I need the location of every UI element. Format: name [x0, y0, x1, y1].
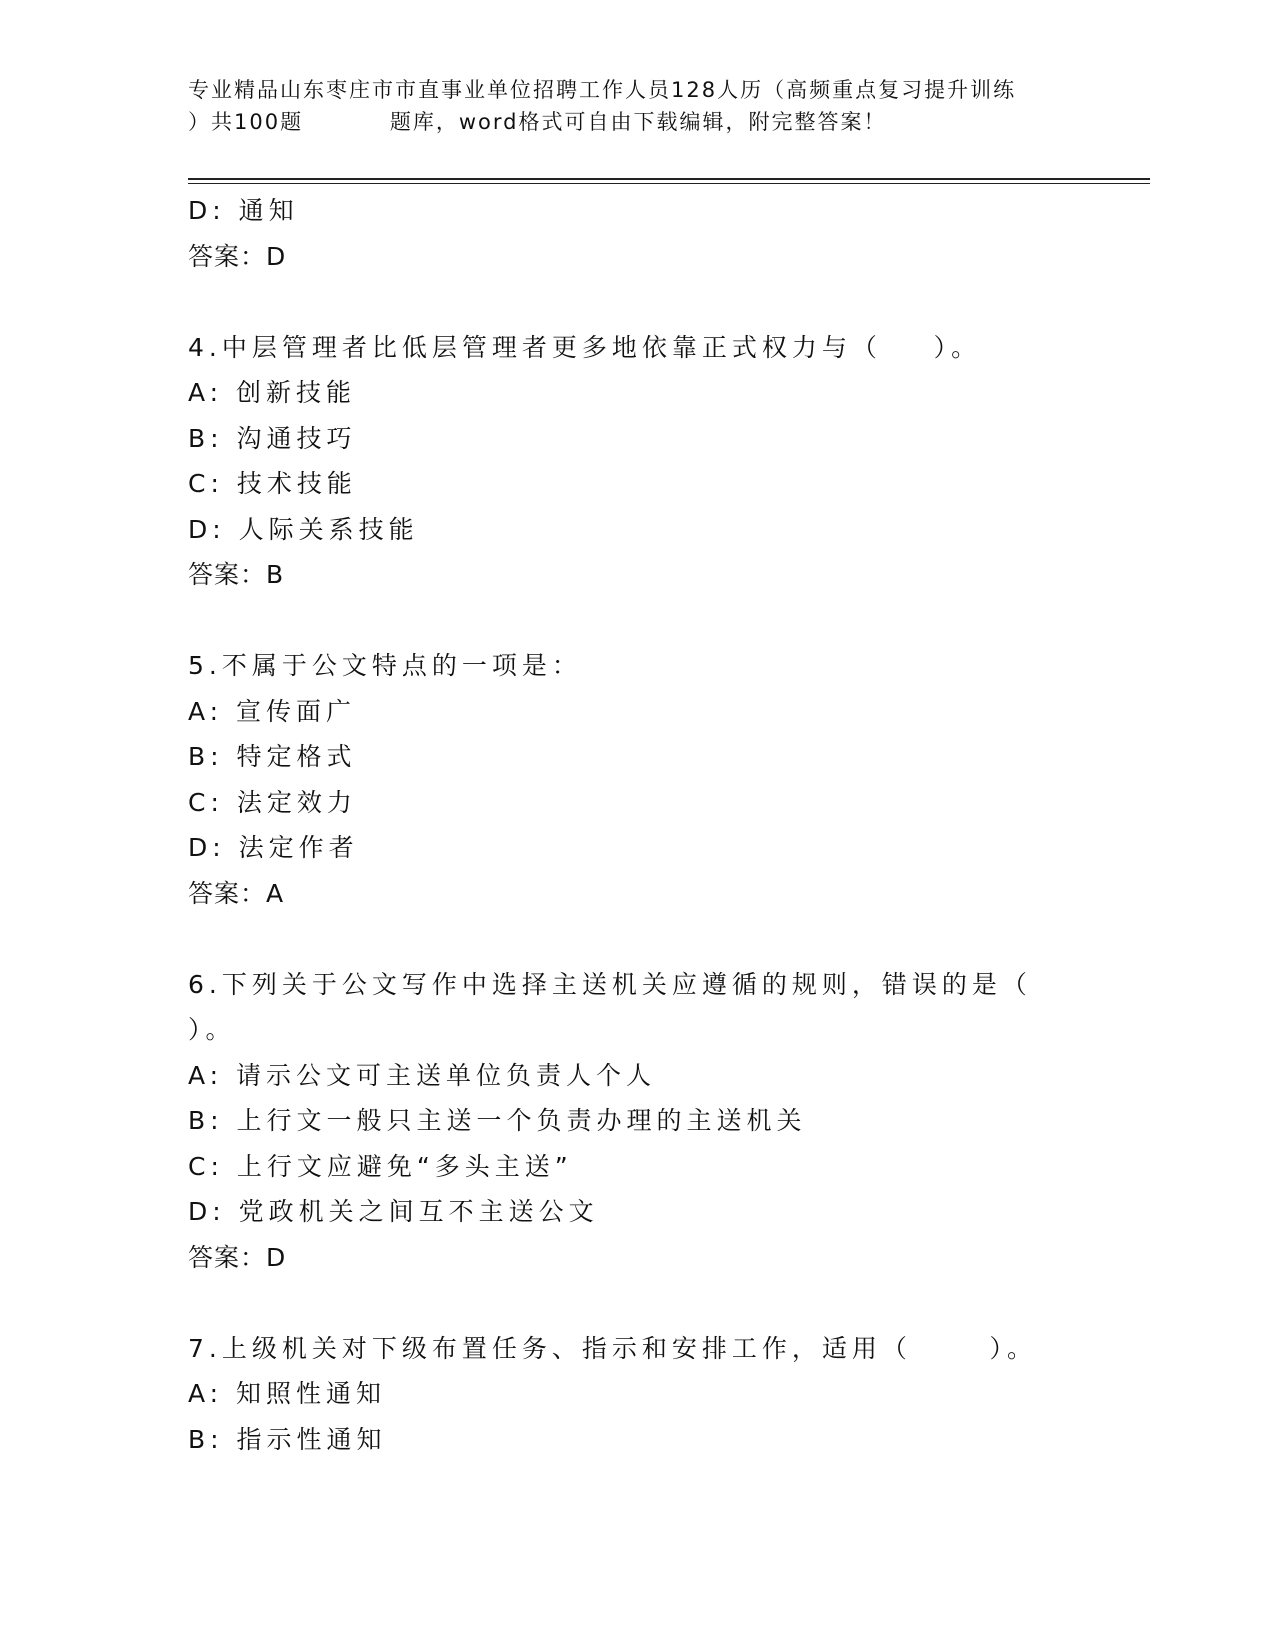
question-line: 7.上级机关对下级布置任务、指示和安排工作，适用（ ）。 — [188, 1333, 1038, 1363]
question-line: 4.中层管理者比低层管理者更多地依靠正式权力与（ ）。 — [188, 332, 982, 362]
header-line-1: 专业精品山东枣庄市市直事业单位招聘工作人员128人历（高频重点复习提升训练 — [188, 78, 1017, 102]
answer-line: 答案：D — [188, 1242, 287, 1272]
answer-line: 答案：B — [188, 560, 285, 589]
option-line: A: 知照性通知 — [188, 1379, 387, 1408]
option-line: D: 法定作者 — [188, 833, 359, 862]
option-line: B: 指示性通知 — [188, 1424, 387, 1454]
document-header — [188, 74, 1148, 138]
option-line: C: 法定效力 — [188, 787, 357, 817]
option-line: D: 人际关系技能 — [188, 514, 419, 544]
question-line: 5.不属于公文特点的一项是： — [188, 651, 582, 680]
header-line-2: ）共100题 题库，word格式可自由下载编辑，附完整答案！ — [188, 110, 887, 134]
option-line: C: 技术技能 — [188, 469, 357, 498]
question-line-continuation: ）。 — [188, 1015, 236, 1044]
option-line: D: 通知 — [188, 196, 299, 225]
option-line: D: 党政机关之间互不主送公文 — [188, 1197, 599, 1226]
question-line: 6.下列关于公文写作中选择主送机关应遵循的规则，错误的是（ — [188, 969, 1032, 999]
question-list — [188, 188, 1148, 1462]
blank-line — [188, 598, 1148, 644]
answer-line: 答案：D — [188, 241, 287, 271]
option-line: A: 创新技能 — [188, 378, 357, 407]
blank-line — [188, 279, 1148, 325]
option-line: A: 宣传面广 — [188, 696, 357, 726]
answer-line: 答案：A — [188, 878, 285, 908]
option-line: C: 上行文应避免“多头主送” — [188, 1151, 573, 1181]
option-line: A: 请示公文可主送单位负责人个人 — [188, 1060, 657, 1090]
header-rule-thin — [188, 183, 1150, 184]
option-line: B: 特定格式 — [188, 742, 357, 771]
option-line: B: 上行文一般只主送一个负责办理的主送机关 — [188, 1106, 807, 1135]
header-rule-thick — [188, 178, 1150, 180]
blank-line — [188, 916, 1148, 962]
blank-line — [188, 1280, 1148, 1326]
option-line: B: 沟通技巧 — [188, 423, 357, 453]
